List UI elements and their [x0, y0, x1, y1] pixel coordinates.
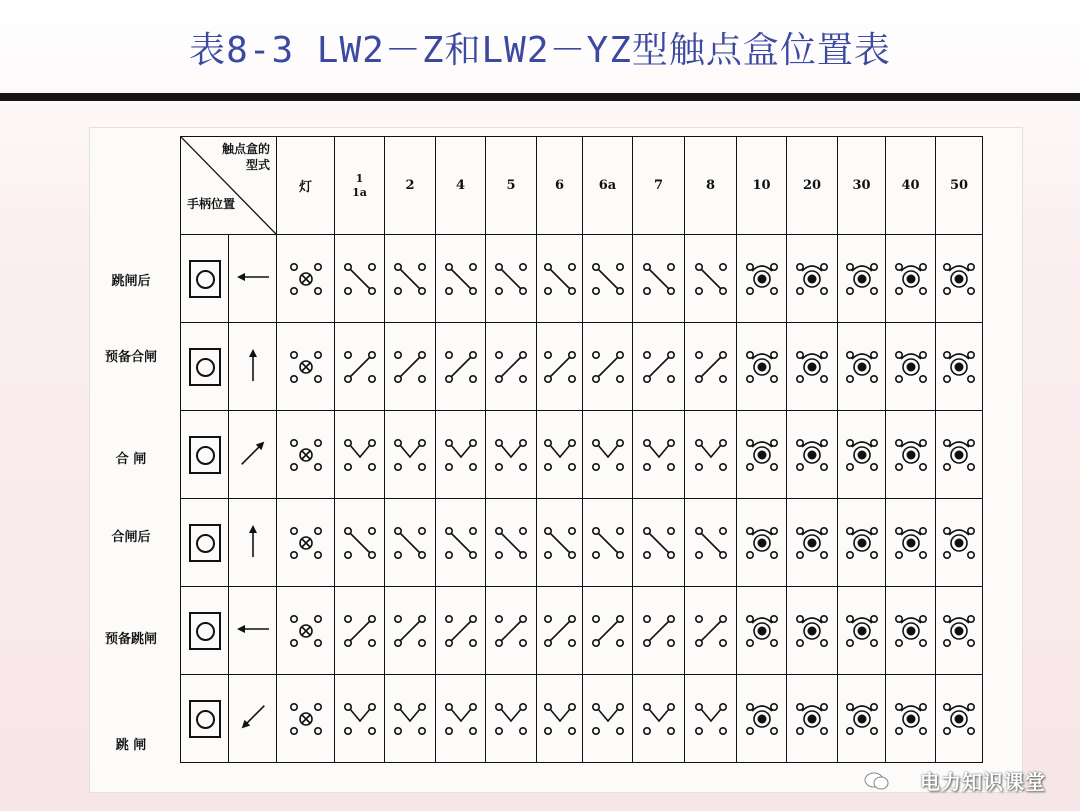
contact-diagram-icon — [891, 257, 931, 301]
contact-diagram-icon — [340, 521, 380, 565]
table-row — [181, 235, 983, 323]
contact-diagram-cell — [936, 323, 983, 411]
contact-diagram-icon — [588, 521, 628, 565]
contact-diagram-icon — [691, 257, 731, 301]
handle-symbol-cell — [181, 235, 229, 323]
contact-diagram-icon — [792, 433, 832, 477]
contact-diagram-cell — [385, 587, 436, 675]
row-label-close-after: 合闸后 — [111, 530, 151, 545]
contact-diagram-cell — [486, 675, 537, 763]
contact-diagram-cell — [436, 323, 486, 411]
contact-diagram-icon — [792, 521, 832, 565]
contact-diagram-icon — [286, 521, 326, 565]
contact-diagram-cell — [385, 499, 436, 587]
handle-switch-icon — [189, 612, 221, 650]
contact-diagram-cell — [633, 235, 685, 323]
contact-diagram-icon — [286, 697, 326, 741]
contact-diagram-icon — [340, 257, 380, 301]
contact-diagram-icon — [588, 257, 628, 301]
table-row — [181, 411, 983, 499]
contact-diagram-icon — [691, 697, 731, 741]
contact-diagram-icon — [792, 345, 832, 389]
contact-diagram-cell — [685, 587, 737, 675]
contact-diagram-cell — [335, 323, 385, 411]
contact-diagram-cell — [936, 675, 983, 763]
corner-header-cell — [181, 137, 277, 235]
contact-diagram-icon — [891, 609, 931, 653]
contact-diagram-icon — [588, 697, 628, 741]
contact-diagram-icon — [540, 257, 580, 301]
contact-diagram-icon — [891, 521, 931, 565]
title-divider — [0, 93, 1080, 101]
contact-diagram-cell — [737, 411, 787, 499]
contact-diagram-cell — [277, 235, 335, 323]
contact-diagram-icon — [792, 609, 832, 653]
contact-diagram-cell — [936, 411, 983, 499]
contact-diagram-icon — [441, 433, 481, 477]
table-row — [181, 323, 983, 411]
direction-arrow-cell — [229, 235, 277, 323]
col-header-30: 30 — [838, 137, 886, 235]
contact-diagram-cell — [335, 235, 385, 323]
contact-diagram-icon — [441, 345, 481, 389]
handle-switch-icon — [189, 524, 221, 562]
contact-diagram-icon — [286, 345, 326, 389]
col-header-1a: 1a — [352, 185, 367, 199]
contact-diagram-cell — [936, 235, 983, 323]
arrow-icon — [233, 433, 273, 473]
contact-diagram-cell — [486, 323, 537, 411]
contact-diagram-cell — [583, 499, 633, 587]
contact-diagram-cell — [385, 323, 436, 411]
contact-position-table — [180, 136, 983, 763]
contact-diagram-cell — [537, 587, 583, 675]
contact-diagram-icon — [390, 433, 430, 477]
contact-diagram-cell — [633, 587, 685, 675]
arrow-icon — [233, 521, 273, 561]
contact-diagram-cell — [838, 499, 886, 587]
contact-diagram-cell — [335, 587, 385, 675]
contact-diagram-icon — [691, 433, 731, 477]
contact-diagram-icon — [742, 521, 782, 565]
contact-diagram-icon — [691, 609, 731, 653]
contact-diagram-cell — [633, 499, 685, 587]
contact-diagram-cell — [787, 675, 838, 763]
contact-diagram-cell — [936, 587, 983, 675]
contact-diagram-cell — [886, 499, 936, 587]
contact-diagram-cell — [583, 323, 633, 411]
contact-diagram-icon — [540, 345, 580, 389]
contact-diagram-icon — [441, 697, 481, 741]
contact-diagram-cell — [685, 499, 737, 587]
contact-diagram-cell — [838, 235, 886, 323]
handle-symbol-cell — [181, 323, 229, 411]
contact-diagram-icon — [891, 345, 931, 389]
contact-diagram-cell — [277, 411, 335, 499]
contact-diagram-cell — [486, 587, 537, 675]
contact-diagram-cell — [787, 323, 838, 411]
row-label-trip: 跳 闸 — [115, 738, 147, 753]
contact-diagram-cell — [486, 499, 537, 587]
contact-diagram-icon — [891, 697, 931, 741]
contact-diagram-cell — [685, 675, 737, 763]
col-header-5: 5 — [486, 137, 537, 235]
contact-diagram-cell — [583, 675, 633, 763]
contact-diagram-icon — [390, 257, 430, 301]
handle-switch-icon — [189, 260, 221, 298]
contact-diagram-icon — [390, 345, 430, 389]
contact-diagram-icon — [390, 609, 430, 653]
row-label-close: 合 闸 — [115, 452, 147, 467]
contact-diagram-icon — [491, 521, 531, 565]
col-header-6a: 6a — [583, 137, 633, 235]
contact-diagram-cell — [537, 411, 583, 499]
handle-symbol-cell — [181, 499, 229, 587]
contact-diagram-icon — [842, 697, 882, 741]
contact-diagram-cell — [886, 587, 936, 675]
contact-diagram-icon — [742, 257, 782, 301]
handle-symbol-cell — [181, 411, 229, 499]
contact-diagram-cell — [737, 499, 787, 587]
row-label-prepare-close: 预备合闸 — [104, 350, 157, 365]
contact-diagram-cell — [436, 587, 486, 675]
contact-diagram-icon — [540, 521, 580, 565]
contact-diagram-cell — [537, 323, 583, 411]
col-header-lamp: 灯 — [277, 137, 335, 235]
contact-diagram-icon — [639, 609, 679, 653]
contact-diagram-cell — [787, 411, 838, 499]
contact-diagram-cell — [436, 411, 486, 499]
contact-diagram-cell — [436, 675, 486, 763]
contact-diagram-cell — [737, 323, 787, 411]
contact-diagram-icon — [939, 345, 979, 389]
scanned-table — [90, 128, 1022, 792]
contact-diagram-icon — [340, 697, 380, 741]
contact-diagram-cell — [737, 587, 787, 675]
contact-diagram-icon — [842, 521, 882, 565]
corner-header-top: 触点盒的 — [221, 142, 270, 156]
corner-header-top2: 型式 — [245, 158, 270, 172]
contact-diagram-cell — [787, 235, 838, 323]
contact-diagram-icon — [742, 609, 782, 653]
arrow-icon — [233, 609, 273, 649]
contact-diagram-icon — [842, 433, 882, 477]
contact-diagram-icon — [390, 697, 430, 741]
contact-diagram-icon — [639, 433, 679, 477]
contact-diagram-cell — [385, 235, 436, 323]
contact-diagram-icon — [939, 257, 979, 301]
contact-diagram-icon — [639, 257, 679, 301]
contact-diagram-icon — [742, 433, 782, 477]
contact-diagram-icon — [639, 345, 679, 389]
direction-arrow-cell — [229, 323, 277, 411]
contact-diagram-cell — [583, 235, 633, 323]
direction-arrow-cell — [229, 411, 277, 499]
slide-title: 表8-3 LW2－Z和LW2－YZ型触点盒位置表 — [189, 30, 891, 71]
contact-diagram-icon — [491, 697, 531, 741]
contact-diagram-icon — [390, 521, 430, 565]
contact-diagram-cell — [277, 675, 335, 763]
contact-diagram-cell — [583, 411, 633, 499]
contact-diagram-icon — [588, 609, 628, 653]
table-row — [181, 587, 983, 675]
contact-diagram-icon — [491, 433, 531, 477]
col-header-10: 10 — [737, 137, 787, 235]
contact-diagram-icon — [540, 697, 580, 741]
contact-diagram-icon — [491, 345, 531, 389]
contact-diagram-cell — [335, 499, 385, 587]
arrow-icon — [233, 345, 273, 385]
contact-diagram-cell — [335, 411, 385, 499]
handle-symbol-cell — [181, 587, 229, 675]
contact-diagram-icon — [286, 609, 326, 653]
row-label-prepare-trip: 预备跳闸 — [104, 632, 157, 647]
col-header-50: 50 — [936, 137, 983, 235]
contact-diagram-icon — [939, 697, 979, 741]
contact-diagram-cell — [385, 675, 436, 763]
arrow-icon — [233, 257, 273, 297]
contact-diagram-icon — [540, 433, 580, 477]
corner-header-bottom: 手柄位置 — [187, 197, 236, 211]
contact-diagram-icon — [842, 345, 882, 389]
direction-arrow-cell — [229, 587, 277, 675]
contact-diagram-icon — [340, 345, 380, 389]
contact-diagram-icon — [792, 257, 832, 301]
wechat-icon — [864, 771, 890, 791]
contact-diagram-cell — [838, 675, 886, 763]
contact-diagram-cell — [936, 499, 983, 587]
contact-diagram-cell — [838, 411, 886, 499]
col-header-1-top: 1 — [355, 171, 364, 185]
contact-diagram-cell — [633, 323, 685, 411]
contact-diagram-cell — [886, 675, 936, 763]
contact-diagram-icon — [441, 257, 481, 301]
contact-diagram-cell — [838, 323, 886, 411]
contact-diagram-cell — [737, 235, 787, 323]
contact-diagram-cell — [537, 675, 583, 763]
contact-diagram-cell — [277, 499, 335, 587]
contact-diagram-icon — [441, 609, 481, 653]
contact-diagram-cell — [277, 587, 335, 675]
contact-diagram-cell — [436, 499, 486, 587]
contact-diagram-cell — [886, 323, 936, 411]
contact-diagram-icon — [540, 609, 580, 653]
arrow-icon — [233, 697, 273, 737]
contact-diagram-cell — [583, 587, 633, 675]
contact-diagram-cell — [737, 675, 787, 763]
contact-diagram-cell — [335, 675, 385, 763]
contact-diagram-icon — [939, 521, 979, 565]
contact-diagram-cell — [886, 411, 936, 499]
contact-diagram-icon — [842, 609, 882, 653]
contact-diagram-icon — [340, 609, 380, 653]
handle-switch-icon — [189, 436, 221, 474]
watermark-text: 电力知识课堂 — [920, 770, 1046, 794]
row-label-trip-after: 跳闸后 — [111, 274, 151, 289]
contact-diagram-cell — [277, 323, 335, 411]
contact-diagram-icon — [340, 433, 380, 477]
col-header-6: 6 — [537, 137, 583, 235]
contact-diagram-cell — [838, 587, 886, 675]
direction-arrow-cell — [229, 499, 277, 587]
contact-diagram-cell — [537, 235, 583, 323]
col-header-1 — [335, 137, 385, 235]
contact-diagram-icon — [939, 609, 979, 653]
contact-diagram-cell — [633, 411, 685, 499]
contact-diagram-icon — [639, 697, 679, 741]
contact-diagram-icon — [491, 609, 531, 653]
table-row — [181, 499, 983, 587]
contact-diagram-cell — [886, 235, 936, 323]
contact-diagram-icon — [742, 697, 782, 741]
contact-diagram-icon — [588, 345, 628, 389]
contact-diagram-cell — [385, 411, 436, 499]
contact-diagram-cell — [537, 499, 583, 587]
col-header-20: 20 — [787, 137, 838, 235]
contact-diagram-icon — [691, 345, 731, 389]
direction-arrow-cell — [229, 675, 277, 763]
handle-switch-icon — [189, 700, 221, 738]
contact-diagram-icon — [792, 697, 832, 741]
contact-diagram-icon — [286, 257, 326, 301]
contact-diagram-icon — [491, 257, 531, 301]
contact-diagram-icon — [842, 257, 882, 301]
contact-diagram-cell — [685, 411, 737, 499]
contact-diagram-icon — [286, 433, 326, 477]
handle-symbol-cell — [181, 675, 229, 763]
contact-diagram-icon — [891, 433, 931, 477]
contact-diagram-cell — [436, 235, 486, 323]
contact-diagram-icon — [691, 521, 731, 565]
contact-diagram-cell — [685, 323, 737, 411]
contact-diagram-icon — [742, 345, 782, 389]
contact-diagram-cell — [787, 499, 838, 587]
handle-switch-icon — [189, 348, 221, 386]
contact-diagram-cell — [486, 411, 537, 499]
col-header-2: 2 — [385, 137, 436, 235]
contact-diagram-icon — [441, 521, 481, 565]
contact-diagram-cell — [486, 235, 537, 323]
contact-diagram-cell — [633, 675, 685, 763]
col-header-7: 7 — [633, 137, 685, 235]
contact-diagram-cell — [787, 587, 838, 675]
contact-diagram-icon — [588, 433, 628, 477]
contact-diagram-icon — [939, 433, 979, 477]
col-header-4: 4 — [436, 137, 486, 235]
contact-diagram-icon — [639, 521, 679, 565]
table-row — [181, 675, 983, 763]
col-header-8: 8 — [685, 137, 737, 235]
col-header-40: 40 — [886, 137, 936, 235]
contact-diagram-cell — [685, 235, 737, 323]
